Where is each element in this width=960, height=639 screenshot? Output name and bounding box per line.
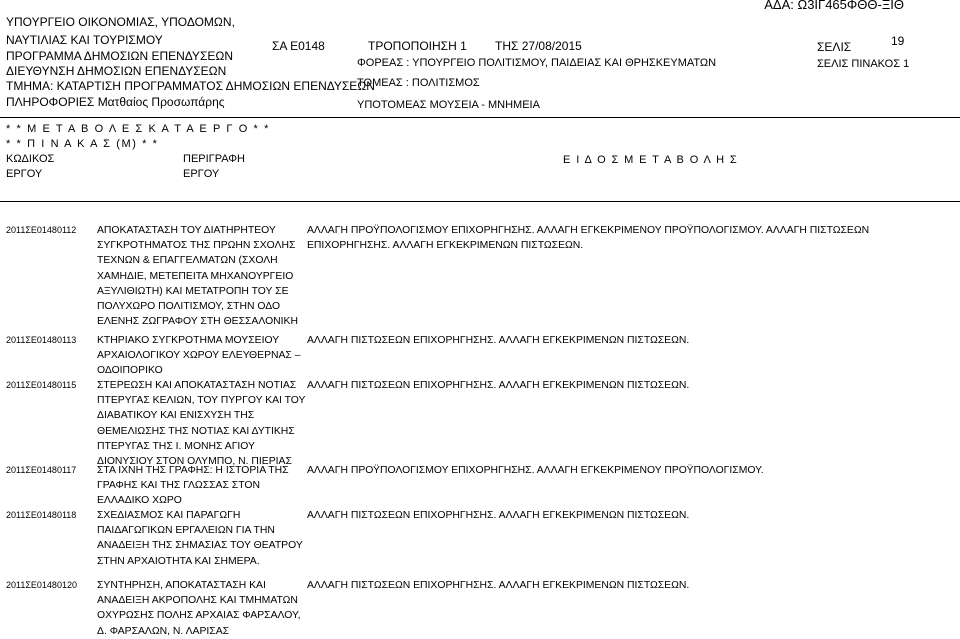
table-header-divider [0,201,960,202]
programme-line: ΠΡΟΓΡΑΜΜΑ ΔΗΜΟΣΙΩΝ ΕΠΕΝΔΥΣΕΩΝ [6,49,233,63]
row-code: 2011ΣΕ01480117 [6,465,77,475]
ministry-line-1: ΥΠΟΥΡΓΕΙΟ ΟΙΚΟΝΟΜΙΑΣ, ΥΠΟΔΟΜΩΝ, [6,15,235,29]
row-title: ΣΤΑ ΙΧΝΗ ΤΗΣ ΓΡΑΦΗΣ: Η ΙΣΤΟΡΙΑ ΤΗΣ ΓΡΑΦΗΣ ΚΑΙ ΤΗΣ ΓΛΩΣΣΑΣ ΣΤΟΝ ΕΛΛΑΔΙΚΟ ΧΩΡΟ [97,465,289,507]
column-header-desc-1: ΠΕΡΙΓΡΑΦΗ [183,153,245,165]
row-code: 2011ΣΕ01480120 [6,580,77,590]
information-line: ΠΛΗΡΟΦΟΡΙΕΣ Ματθαίος Προσωπάρης [6,95,225,109]
ypotomeas-line: ΥΠΟΤΟΜΕΑΣ ΜΟΥΣΕΙΑ - ΜΝΗΜΕΙΑ [357,99,540,111]
row-code: 2011ΣΕ01480115 [6,380,77,390]
column-header-desc-2: ΕΡΓΟΥ [183,168,220,180]
sa-code: ΣΑ Ε0148 [272,39,325,53]
row-change-line-1: ΑΛΛΑΓΗ ΠΙΣΤΩΣΕΩΝ ΕΠΙΧΟΡΗΓΗΣΗΣ. ΑΛΛΑΓΗ ΕΓΚΕΚΡΙΜΕΝΩΝ ΠΙΣΤΩΣΕΩΝ. [307,510,690,521]
table-page-label: ΣΕΛΙΣ ΠΙΝΑΚΟΣ 1 [817,58,910,70]
foreas-line: ΦΟΡΕΑΣ : ΥΠΟΥΡΓΕΙΟ ΠΟΛΙΤΙΣΜΟΥ, ΠΑΙΔΕΙΑΣ ΚΑΙ ΘΡΗΣΚΕΥΜΑΤΩΝ [357,57,717,69]
row-change-line-1: ΑΛΛΑΓΗ ΠΡΟΫΠΟΛΟΓΙΣΜΟΥ ΕΠΙΧΟΡΗΓΗΣΗΣ. ΑΛΛΑΓΗ ΕΓΚΕΚΡΙΜΕΝΟΥ ΠΡΟΫΠΟΛΟΓΙΣΜΟΥ. [307,465,764,476]
row-change-line-1: ΑΛΛΑΓΗ ΠΡΟΫΠΟΛΟΓΙΣΜΟΥ ΕΠΙΧΟΡΗΓΗΣΗΣ. ΑΛΛΑΓΗ ΕΓΚΕΚΡΙΜΕΝΟΥ ΠΡΟΫΠΟΛΟΓΙΣΜΟΥ. ΑΛΛΑΓΗ ΠΙΣΤΩΣΕΩΝ [307,225,870,236]
row-code: 2011ΣΕ01480118 [6,510,77,520]
ada-code: ΑΔΑ: Ω3ΙΓ465ΦΘΘ-ΞΙΘ [764,0,904,12]
row-title: ΣΤΕΡΕΩΣΗ ΚΑΙ ΑΠΟΚΑΤΑΣΤΑΣΗ ΝΟΤΙΑΣ ΠΤΕΡΥΓΑΣ ΚΕΛΙΩΝ, ΤΟΥ ΠΥΡΓΟΥ ΚΑΙ ΤΟΥ ΔΙΑΒΑΤΙΚΟΥ ΚΑΙ ΕΝΙΣΧΥΣΗ ΤΗΣ ΘΕΜΕΛΙΩΣΗΣ ΤΗΣ ΝΟΤΙΑΣ ΚΑΙ ΔΥΤΙΚΗΣ ΠΤΕΡΥΓΑΣ ΤΗΣ Ι. ΜΟΝΗΣ ΑΓΙΟΥ ΔΙΟΝΥΣΙΟΥ ΣΤΟΝ ΟΛΥΜΠΟ, Ν. ΠΙΕΡΙΑΣ [97,380,306,468]
column-header-code-2: ΕΡΓΟΥ [6,168,43,180]
section-title-table: * * Π Ι Ν Α Κ Α Σ (Μ) * * [6,138,159,150]
section-title-changes: * * Μ Ε Τ Α Β Ο Λ Ε Σ Κ Α Τ Α Ε Ρ Γ Ο * * [6,123,270,135]
row-change-line-2: ΕΠΙΧΟΡΗΓΗΣΗΣ. ΑΛΛΑΓΗ ΕΓΚΕΚΡΙΜΕΝΩΝ ΠΙΣΤΩΣΕΩΝ. [307,240,584,251]
row-change-line-1: ΑΛΛΑΓΗ ΠΙΣΤΩΣΕΩΝ ΕΠΙΧΟΡΗΓΗΣΗΣ. ΑΛΛΑΓΗ ΕΓΚΕΚΡΙΜΕΝΩΝ ΠΙΣΤΩΣΕΩΝ. [307,335,690,346]
row-title: ΣΧΕΔΙΑΣΜΟΣ ΚΑΙ ΠΑΡΑΓΩΓΗ ΠΑΙΔΑΓΩΓΙΚΩΝ ΕΡΓΑΛΕΙΩΝ ΓΙΑ ΤΗΝ ΑΝΑΔΕΙΞΗ ΤΗΣ ΣΗΜΑΣΙΑΣ ΤΟΥ ΘΕΑΤΡΟΥ ΣΤΗΝ ΑΡΧΑΙΟΤΗΤΑ ΚΑΙ ΣΗΜΕΡΑ. [97,510,303,567]
column-header-change-type: Ε Ι Δ Ο Σ Μ Ε Τ Α Β Ο Λ Η Σ [563,154,739,166]
header-divider [0,117,960,118]
row-title: ΣΥΝΤΗΡΗΣΗ, ΑΠΟΚΑΤΑΣΤΑΣΗ ΚΑΙ ΑΝΑΔΕΙΞΗ ΑΚΡΟΠΟΛΗΣ ΚΑΙ ΤΜΗΜΑΤΩΝ ΟΧΥΡΩΣΗΣ ΠΟΛΗΣ ΑΡΧΑΙΑΣ ΦΑΡΣΑΛΟΥ, Δ. ΦΑΡΣΑΛΩΝ, Ν. ΛΑΡΙΣΑΣ [97,580,301,637]
row-change-line-1: ΑΛΛΑΓΗ ΠΙΣΤΩΣΕΩΝ ΕΠΙΧΟΡΗΓΗΣΗΣ. ΑΛΛΑΓΗ ΕΓΚΕΚΡΙΜΕΝΩΝ ΠΙΣΤΩΣΕΩΝ. [307,580,690,591]
page-number: 19 [891,34,905,48]
page-label: ΣΕΛΙΣ [817,40,852,54]
amendment-date: ΤΗΣ 27/08/2015 [495,39,582,53]
column-header-code-1: ΚΩΔΙΚΟΣ [6,153,55,165]
row-code: 2011ΣΕ01480112 [6,225,77,235]
directorate-line: ΔΙΕΥΘΥΝΣΗ ΔΗΜΟΣΙΩΝ ΕΠΕΝΔΥΣΕΩΝ [6,64,227,78]
row-title: ΚΤΗΡΙΑΚΟ ΣΥΓΚΡΟΤΗΜΑ ΜΟΥΣΕΙΟΥ ΑΡΧΑΙΟΛΟΓΙΚΟΥ ΧΩΡΟΥ ΕΛΕΥΘΕΡΝΑΣ – ΟΔΟΙΠΟΡΙΚΟ [97,335,301,377]
ministry-line-2: ΝΑΥΤΙΛΙΑΣ ΚΑΙ ΤΟΥΡΙΣΜΟΥ [6,33,163,47]
tomeas-line: ΤΟΜΕΑΣ : ΠΟΛΙΤΙΣΜΟΣ [357,77,480,89]
row-change-line-1: ΑΛΛΑΓΗ ΠΙΣΤΩΣΕΩΝ ΕΠΙΧΟΡΗΓΗΣΗΣ. ΑΛΛΑΓΗ ΕΓΚΕΚΡΙΜΕΝΩΝ ΠΙΣΤΩΣΕΩΝ. [307,380,690,391]
department-line: ΤΜΗΜΑ: ΚΑΤΑΡΤΙΣΗ ΠΡΟΓΡΑΜΜΑΤΟΣ ΔΗΜΟΣΙΩΝ ΕΠΕΝΔΥΣΕΩΝ [6,79,375,93]
row-title: ΑΠΟΚΑΤΑΣΤΑΣΗ ΤΟΥ ΔΙΑΤΗΡΗΤΕΟΥ ΣΥΓΚΡΟΤΗΜΑΤΟΣ ΤΗΣ ΠΡΩΗΝ ΣΧΟΛΗΣ ΤΕΧΝΩΝ & ΕΠΑΓΓΕΛΜΑΤΩΝ (ΣΧΟΛΗ ΧΑΜΗΔΙΕ, ΜΕΤΕΠΕΙΤΑ ΜΗΧΑΝΟΥΡΓΕΙΟ ΑΞΥΛΙΘΙΩΤΗ) ΚΑΙ ΜΕΤΑΤΡΟΠΗ ΤΟΥ ΣΕ ΠΟΛΥΧΩΡΟ ΠΟΛΙΤΙΣΜΟΥ, ΣΤΗΝ ΟΔΟ ΕΛΕΝΗΣ ΖΩΓΡΑΦΟΥ ΣΤΗ ΘΕΣΣΑΛΟΝΙΚΗ [97,225,298,328]
amendment-label: ΤΡΟΠΟΠΟΙΗΣΗ 1 [368,39,467,53]
row-code: 2011ΣΕ01480113 [6,335,77,345]
